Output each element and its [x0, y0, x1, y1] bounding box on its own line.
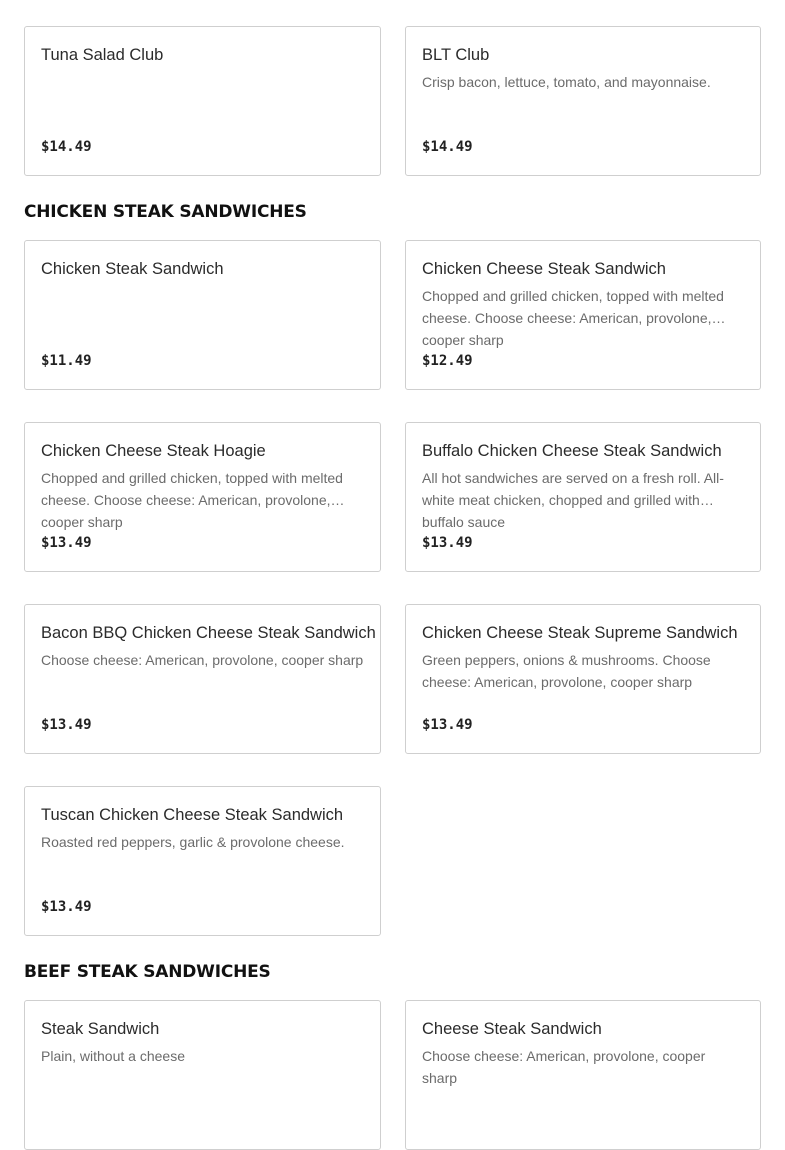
item-name: Buffalo Chicken Cheese Steak Sandwich [422, 442, 722, 460]
item-price: $13.49 [41, 535, 92, 551]
menu-item-card[interactable] [405, 1000, 761, 1150]
item-name: BLT Club [422, 46, 490, 64]
section-title-beef: BEEF STEAK SANDWICHES [24, 962, 271, 982]
item-name: Chicken Cheese Steak Supreme Sandwich [422, 624, 738, 642]
item-price: $13.49 [422, 717, 473, 733]
item-price: $14.49 [41, 139, 92, 155]
item-description: Choose cheese: American, provolone, cooper sharp [422, 1048, 706, 1086]
item-description: Roasted red peppers, garlic & provolone cheese. [41, 834, 345, 850]
menu-item-card[interactable] [405, 422, 761, 572]
item-name: Tuna Salad Club [41, 46, 164, 64]
item-name: Bacon BBQ Chicken Cheese Steak Sandwich [41, 624, 376, 642]
item-price: $13.49 [422, 535, 473, 551]
item-name: Chicken Cheese Steak Sandwich [422, 260, 666, 278]
item-name: Cheese Steak Sandwich [422, 1020, 602, 1038]
menu-item-card[interactable] [24, 1000, 381, 1150]
item-description: Green peppers, onions & mushrooms. Choose cheese: American, provolone, cooper sharp [422, 652, 711, 690]
item-price: $13.49 [41, 899, 92, 915]
menu-item-card[interactable] [405, 240, 761, 390]
item-name: Steak Sandwich [41, 1020, 160, 1038]
item-name: Chicken Steak Sandwich [41, 260, 224, 278]
menu-item-card[interactable] [405, 604, 761, 754]
menu-item-card[interactable] [405, 26, 761, 176]
item-description: All hot sandwiches are served on a fresh roll. All-white meat chicken, chopped and grilled with buffalo sauce [422, 470, 724, 530]
item-description: Crisp bacon, lettuce, tomato, and mayonnaise. [422, 74, 711, 90]
menu-item-card[interactable] [24, 604, 381, 754]
item-description: Chopped and grilled chicken, topped with melted cheese. Choose cheese: American, provolone, cooper sharp [422, 288, 724, 348]
item-price: $13.49 [41, 717, 92, 733]
item-description: Chopped and grilled chicken, topped with melted cheese. Choose cheese: American, provolone, cooper sharp [41, 470, 343, 530]
item-name: Chicken Cheese Steak Hoagie [41, 442, 266, 460]
menu-item-card[interactable] [24, 422, 381, 572]
item-price: $14.49 [422, 139, 473, 155]
item-price: $11.49 [41, 353, 92, 369]
item-name: Tuscan Chicken Cheese Steak Sandwich [41, 806, 344, 824]
item-description: Choose cheese: American, provolone, cooper sharp [41, 652, 364, 668]
menu-item-card[interactable] [24, 786, 381, 936]
item-description: Plain, without a cheese [41, 1048, 185, 1064]
item-price: $12.49 [422, 353, 473, 369]
section-title-chicken: CHICKEN STEAK SANDWICHES [24, 202, 307, 222]
menu-item-card[interactable] [24, 240, 381, 390]
menu-item-card[interactable] [24, 26, 381, 176]
